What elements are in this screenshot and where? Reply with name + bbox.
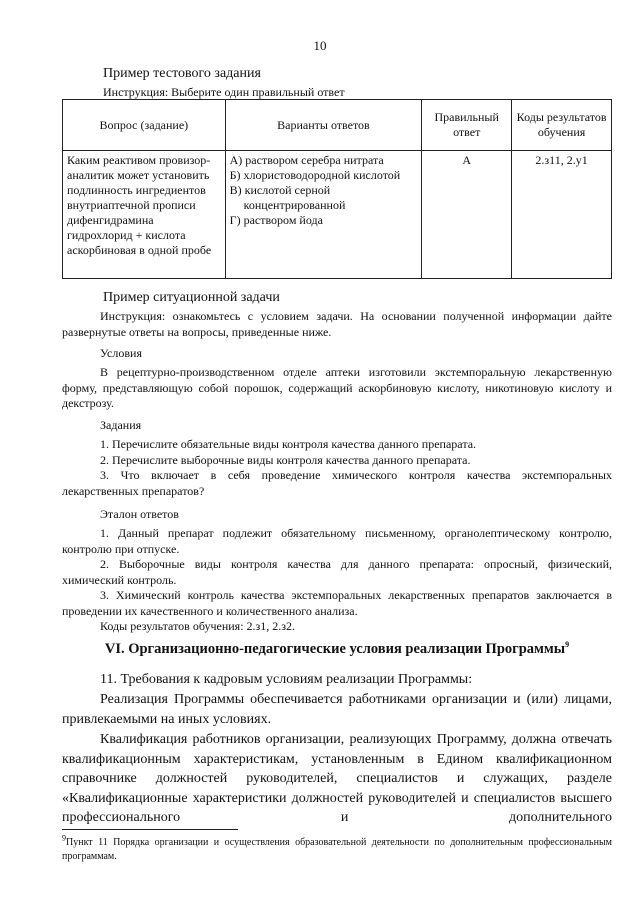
header-correct: Правильный ответ — [422, 100, 512, 151]
tasks-list — [62, 437, 612, 499]
conditions-label: Условия — [100, 346, 142, 360]
option-d: Г) раствором йода — [229, 213, 323, 227]
answer-item: 3. Химический контроль качества экстемпоральных лекарственных препаратов заключается в проведении их качественного и количественного анализа. — [62, 588, 612, 618]
section-heading — [62, 641, 612, 658]
test-table — [62, 99, 612, 279]
answers-list — [62, 526, 612, 635]
option-b: Б) хлористоводородной кислотой — [229, 168, 401, 182]
page-number: 10 — [313, 38, 327, 53]
test-example-instruction: Инструкция: Выберите один правильный ответ — [103, 85, 345, 99]
test-example-title: Пример тестового задания — [103, 66, 261, 81]
codes-line: Коды результатов обучения: 2.з1, 2.з2. — [100, 619, 296, 633]
table-header-row — [63, 100, 612, 151]
tasks-label: Задания — [100, 418, 142, 432]
header-question: Вопрос (задание) — [63, 100, 226, 151]
conditions-text: В рецептурно-производственном отделе аптеки изготовили экстемпоральную лекарственную форму, представляющую собой порошок, содержащий аскорбиновую кислоту, никотиновую кислоту и декстрозу. — [62, 365, 612, 410]
answer-item: 1. Данный препарат подлежит обязательному письменному, органолептическому контролю, контролю при отпуске. — [62, 526, 612, 556]
option-c: В) кислотой серной концентрированной — [229, 183, 346, 212]
options-cell — [225, 151, 422, 279]
situational-instruction: Инструкция: ознакомьтесь с условием задачи. На основании полученной информации дайте развернутые ответы на вопросы, приведенные ниже. — [62, 309, 612, 339]
task-item: 2. Перечислите выборочные виды контроля качества данного препарата. — [100, 452, 471, 467]
paragraph-qualification: Квалификация работников организации, реализующих Программу, должна отвечать квалификационным характеристикам, установленным в Едином квалификационном справочнике должностей руководителей, специалистов и служащих, разделе «Квалификационные характеристики должностей руководителей и специалистов высшего профессионального и дополнительного — [62, 732, 612, 825]
footnote-text: Пункт 11 Порядка организации и осуществления образовательной деятельности по дополнительным профессиональным программам. — [62, 837, 612, 862]
header-codes: Коды результатов обучения — [512, 100, 612, 151]
footnote-divider — [62, 829, 238, 830]
correct-answer-cell: А — [422, 151, 512, 279]
footnote-mark: 9 — [62, 833, 66, 843]
task-item: 3. Что включает в себя проведение химического контроля качества экстемпоральных лекарственных препаратов? — [62, 468, 612, 498]
paragraph-11: 11. Требования к кадровым условиям реализации Программы: — [100, 672, 473, 687]
footnote — [62, 833, 612, 864]
task-item: 1. Перечислите обязательные виды контроля качества данного препарата. — [100, 437, 477, 451]
paragraph-implementation: Реализация Программы обеспечивается работниками организации и (или) лицами, привлекаемыми на иных условиях. — [62, 692, 612, 727]
section-heading-text: VI. Организационно-педагогические условия реализации Программы — [104, 641, 566, 657]
footnote-ref: 9 — [565, 640, 570, 650]
codes-cell: 2.з11, 2.у1 — [512, 151, 612, 279]
table-row — [63, 151, 612, 279]
question-cell: Каким реактивом провизор-аналитик может установить подлинность ингредиентов внутриаптечной прописи дифенгидрамина гидрохлорид + кислота аскорбиновая в одной пробе — [63, 151, 226, 279]
answer-item: 2. Выборочные виды контроля качества для данного препарата: опросный, физический, химический контроль. — [62, 557, 612, 587]
situational-title: Пример ситуационной задачи — [103, 290, 280, 305]
header-options: Варианты ответов — [225, 100, 422, 151]
option-a: А) раствором серебра нитрата — [229, 153, 384, 167]
answers-label: Эталон ответов — [100, 507, 179, 521]
